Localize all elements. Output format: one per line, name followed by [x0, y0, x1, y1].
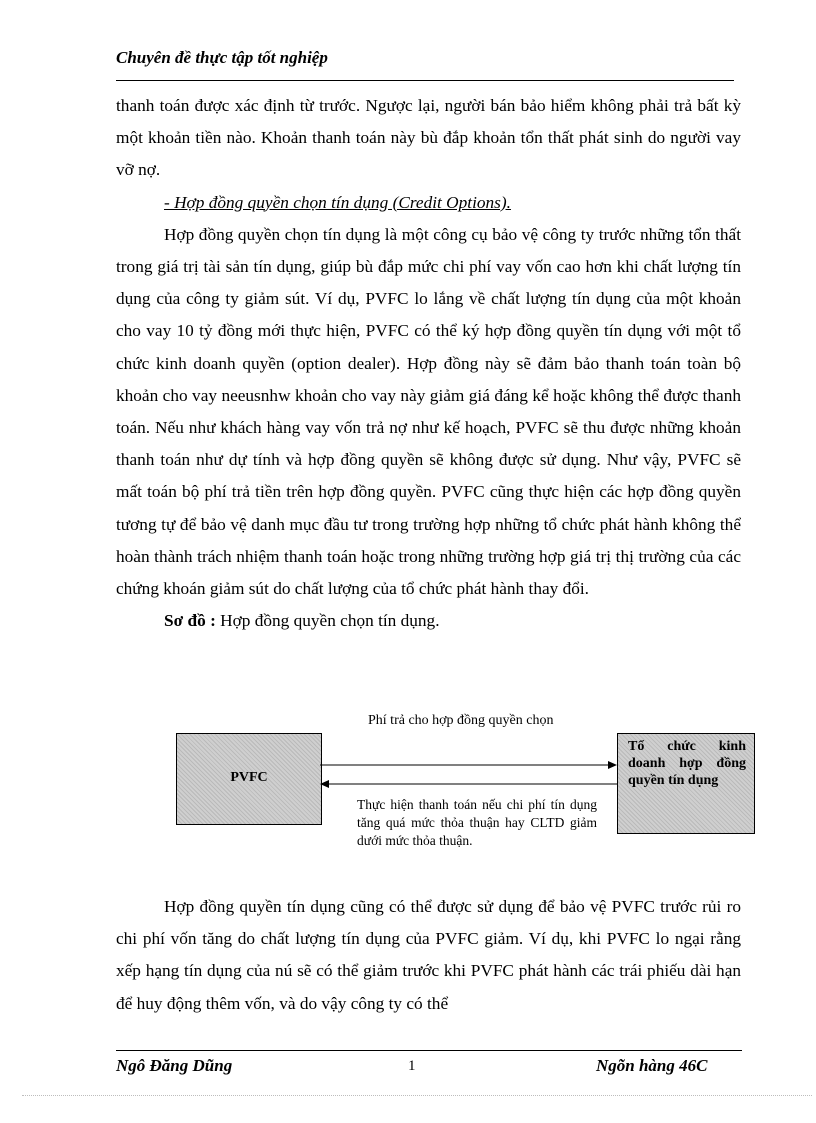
diagram-caption-label: Sơ đồ :: [164, 611, 216, 631]
paragraph-2: Hợp đồng quyền chọn tín dụng là một công cụ bảo vệ công ty trước những tổn thất trong giá trị tài sản tín dụng, giúp bù đắp mức chi phí vay vốn cao hơn khi chất lượng tín dụng của công ty giảm sút. Ví dụ, PVFC lo lắng về chất lượng tín dụng của một khoản cho vay 10 tỷ đồng mới thực hiện, PVFC có thể ký hợp đồng quyền tín dụng với một tổ chức kinh doanh quyền (option dealer). Hợp đồng này sẽ đảm bảo thanh toán toàn bộ khoản cho vay neeusnhw khoản cho vay này giảm giá đáng kể hoặc không thể được thanh toán. Nếu như khách hàng vay vốn trả nợ như kế hoạch, PVFC sẽ thu được những khoản thanh toán như dự tính và hợp đồng quyền sẽ không được sử dụng. Như vậy, PVFC sẽ mất toán bộ phí trả tiền trên hợp đồng quyền. PVFC cũng thực hiện các hợp đồng quyền tương tự để bảo vệ danh mục đầu tư trong trường hợp những tổ chức phát hành không thể hoàn thành trách nhiệm thanh toán hoặc trong những trường hợp giá trị thị trường của các chứng khoán giảm sút do chất lượng của tổ chức phát hành thay đổi.: [116, 224, 741, 599]
diagram-box-option-dealer-label: Tổ chức kinh doanh hợp đồng quyền tín dụng: [628, 739, 746, 788]
paragraph-3: Hợp đồng quyền tín dụng cũng có thể được sử dụng để bảo vệ PVFC trước rủi ro chi phí vốn tăng do chất lượng tín dụng của PVFC giảm. Ví dụ, khi PVFC lo ngại rằng xếp hạng tín dụng của nú sẽ có thể giảm trước khi PVFC phát hành các trái phiếu dài hạn để huy động thêm vốn, và do vậy công ty có thể: [116, 897, 741, 1013]
diagram-caption-text: Hợp đồng quyền chọn tín dụng.: [215, 611, 440, 631]
footer-divider: [116, 1050, 742, 1051]
footer-page-number: 1: [408, 1058, 416, 1074]
diagram-top-label: Phí trả cho hợp đồng quyền chọn: [368, 713, 554, 728]
arrow-right-head: [608, 761, 617, 769]
diagram-box-pvfc-label: PVFC: [230, 770, 268, 785]
paragraph-1: thanh toán được xác định từ trước. Ngược lại, người bán bảo hiểm không phải trả bất kỳ một khoản tiền nào. Khoản thanh toán này bù đắp khoản tổn thất phát sinh do người vay vỡ nợ.: [116, 96, 741, 180]
diagram-bottom-label: Thực hiện thanh toán nếu chi phí tín dụng tăng quá mức thỏa thuận hay CLTD giảm dưới mức thỏa thuận.: [357, 797, 597, 848]
section-heading: - Hợp đồng quyền chọn tín dụng (Credit Options).: [164, 192, 511, 212]
footer-author: Ngô Đăng Dũng: [116, 1056, 233, 1075]
page-bottom-edge: [22, 1095, 812, 1096]
arrow-left-head: [320, 780, 329, 788]
footer-class-name: Ngõn hàng 46C: [596, 1056, 708, 1075]
document-body-continued: [116, 891, 741, 1020]
header-title: Chuyên đề thực tập tốt nghiệp: [116, 48, 328, 67]
